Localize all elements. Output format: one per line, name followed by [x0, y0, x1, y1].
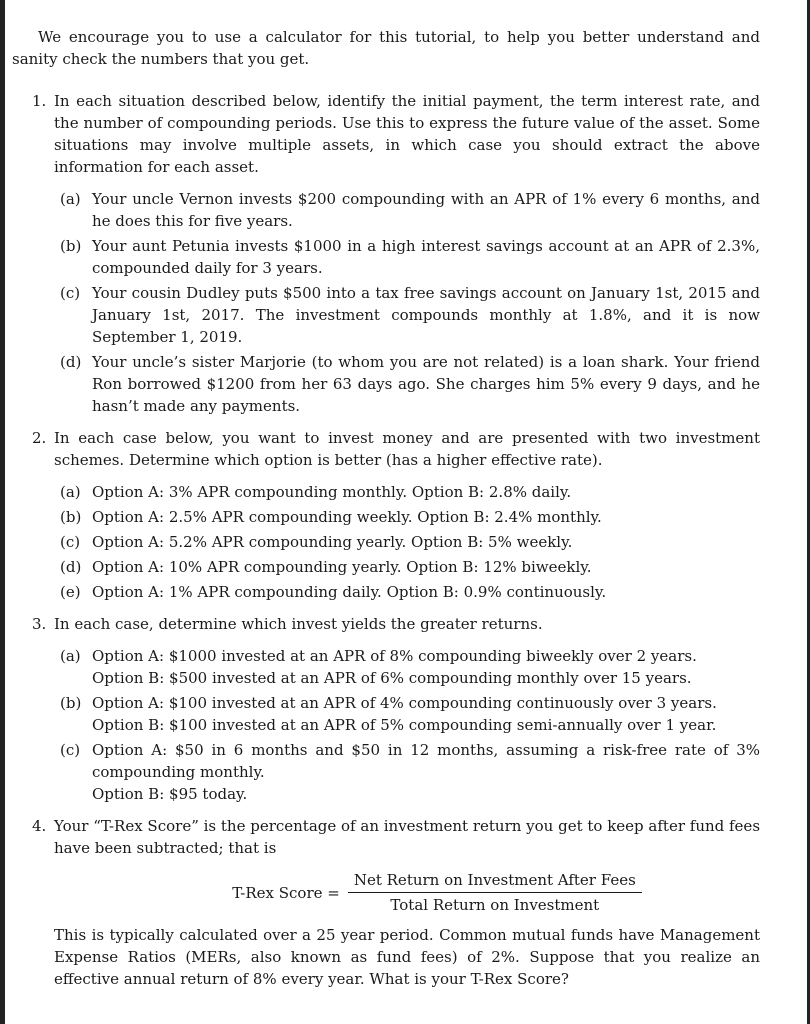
subquestion-label: (b)	[60, 694, 82, 712]
left-border	[0, 0, 5, 1024]
subquestion-list	[54, 645, 760, 805]
subquestion	[54, 235, 760, 279]
subquestion-label: (c)	[60, 741, 81, 759]
question-number: 1.	[32, 92, 47, 110]
question-number: 2.	[32, 429, 47, 447]
subquestion	[54, 645, 760, 689]
formula-lhs: T-Rex Score =	[232, 883, 340, 902]
option-a-text: Option A: $50 in 6 months and $50 in 12 months, assuming a risk-free rate of 3% compounding monthly.	[92, 741, 760, 781]
subquestion-label: (a)	[60, 190, 81, 208]
subquestion-label: (a)	[60, 647, 81, 665]
subquestion	[54, 692, 760, 736]
document-page	[12, 26, 760, 1000]
subquestion-label: (b)	[60, 508, 82, 526]
subquestion	[54, 282, 760, 348]
subquestion-list	[54, 481, 760, 603]
t-rex-formula	[114, 869, 760, 916]
subquestion-text: Your uncle’s sister Marjorie (to whom you are not related) is a loan shark. Your friend Ron borrowed $1200 from her 63 days ago. She charges him 5% every 9 days, and he hasn’t made any payments.	[92, 353, 760, 415]
subquestion	[54, 581, 760, 603]
subquestion-text: Your cousin Dudley puts $500 into a tax free savings account on January 1st, 2015 and January 1st, 2017. The investment compounds monthly at 1.8%, and it is now September 1, 2019.	[92, 284, 760, 346]
subquestion-text: Option A: 2.5% APR compounding weekly. Option B: 2.4% monthly.	[92, 508, 602, 526]
question-2	[12, 427, 760, 603]
subquestion-label: (e)	[60, 583, 81, 601]
subquestion-text: Option A: 1% APR compounding daily. Option B: 0.9% continuously.	[92, 583, 607, 601]
subquestion	[54, 506, 760, 528]
question-text: In each case below, you want to invest money and are presented with two investment schemes. Determine which option is better (has a higher effective rate).	[54, 429, 760, 469]
subquestion-list	[54, 188, 760, 417]
subquestion-text: Your uncle Vernon invests $200 compounding with an APR of 1% every 6 months, and he does this for five years.	[92, 190, 760, 230]
question-text-after: This is typically calculated over a 25 year period. Common mutual funds have Management Expense Ratios (MERs, also known as fund fees) of 2%. Suppose that you realize an effective annual return of 8% every year. What is your T-Rex Score?	[54, 926, 760, 988]
subquestion-text: Option A: 10% APR compounding yearly. Option B: 12% biweekly.	[92, 558, 592, 576]
subquestion	[54, 739, 760, 805]
subquestion-text: Option A: 3% APR compounding monthly. Option B: 2.8% daily.	[92, 483, 572, 501]
question-text: Your “T-Rex Score” is the percentage of an investment return you get to keep after fund fees have been subtracted; that is	[54, 817, 761, 857]
subquestion-label: (d)	[60, 353, 82, 371]
option-b-text: Option B: $95 today.	[92, 785, 248, 803]
question-text: In each case, determine which invest yields the greater returns.	[54, 615, 543, 633]
formula-denominator: Total Return on Investment	[390, 896, 600, 914]
question-number: 4.	[32, 817, 47, 835]
question-text: In each situation described below, identify the initial payment, the term interest rate, and the number of compounding periods. Use this to express the future value of the asset. Some situations may involve multiple assets, in which case you should extract the above information for each asset.	[54, 92, 760, 176]
subquestion	[54, 556, 760, 578]
subquestion	[54, 481, 760, 503]
subquestion-label: (d)	[60, 558, 82, 576]
subquestion-text: Option A: 5.2% APR compounding yearly. Option B: 5% weekly.	[92, 533, 573, 551]
subquestion-text: Your aunt Petunia invests $1000 in a high interest savings account at an APR of 2.3%, compounded daily for 3 years.	[92, 237, 760, 277]
formula-numerator: Net Return on Investment After Fees	[348, 869, 642, 893]
question-3	[12, 613, 760, 805]
subquestion	[54, 531, 760, 553]
subquestion	[54, 351, 760, 417]
subquestion	[54, 188, 760, 232]
intro-paragraph: We encourage you to use a calculator for this tutorial, to help you better understand and sanity check the numbers that you get.	[12, 28, 760, 68]
question-1	[12, 90, 760, 417]
question-4	[12, 815, 760, 990]
option-b-text: Option B: $100 invested at an APR of 5% compounding semi-annually over 1 year.	[92, 716, 717, 734]
option-a-text: Option A: $1000 invested at an APR of 8% compounding biweekly over 2 years.	[92, 647, 697, 665]
subquestion-label: (b)	[60, 237, 82, 255]
subquestion-label: (a)	[60, 483, 81, 501]
subquestion-label: (c)	[60, 533, 81, 551]
option-b-text: Option B: $500 invested at an APR of 6% compounding monthly over 15 years.	[92, 669, 692, 687]
subquestion-label: (c)	[60, 284, 81, 302]
question-number: 3.	[32, 615, 47, 633]
option-a-text: Option A: $100 invested at an APR of 4% compounding continuously over 3 years.	[92, 694, 717, 712]
formula-fraction	[348, 869, 642, 916]
